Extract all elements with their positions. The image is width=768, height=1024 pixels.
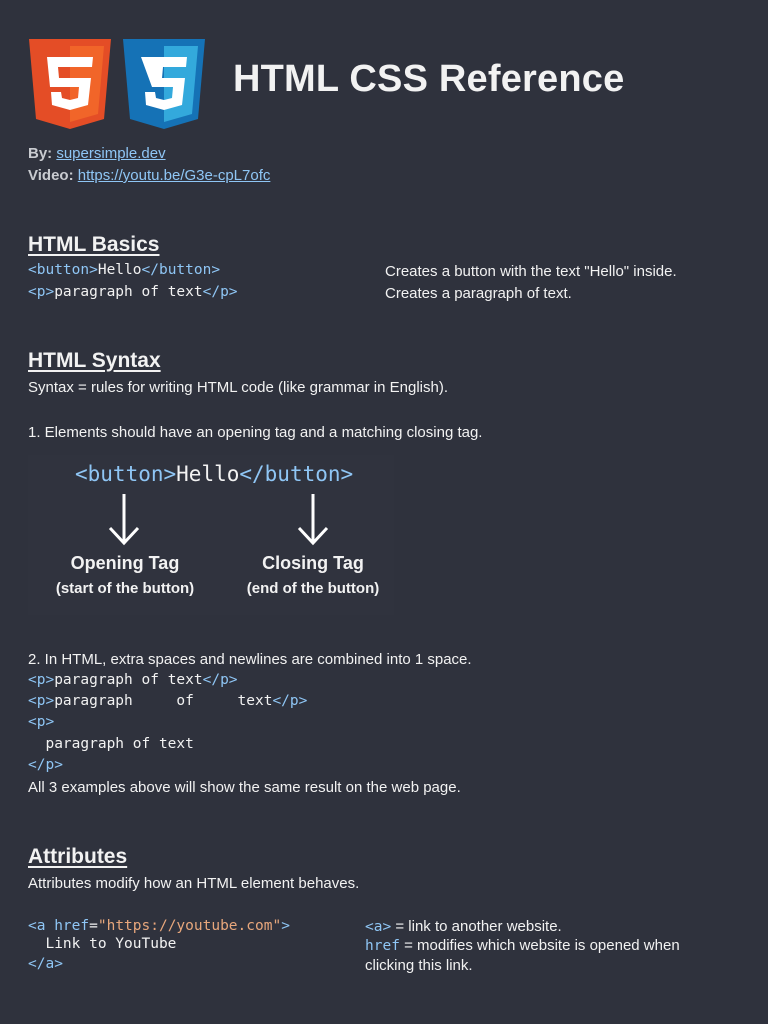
attributes-desc-cont: clicking this link. [365,957,473,974]
basics-desc-paragraph: Creates a paragraph of text. [385,285,572,302]
whitespace-example-3-close: </p> [28,757,63,773]
whitespace-example-3-text: paragraph of text [28,736,194,752]
video-label: Video: [28,167,74,184]
opening-tag-label [44,553,206,597]
css3-logo-icon [123,39,205,129]
attributes-code-text: Link to YouTube [28,936,177,952]
closing-tag-label [236,553,390,597]
syntax-rule-2: 2. In HTML, extra spaces and newlines are combined into 1 space. [28,651,472,668]
author-link[interactable]: supersimple.dev [56,145,166,162]
opening-tag-subtitle: (start of the button) [55,580,195,597]
code-text: paragraph of text [54,284,203,300]
code-text: paragraph of text [54,672,203,688]
syntax-rule-1: 1. Elements should have an opening tag and a matching closing tag. [28,424,483,441]
diagram-open-tag: <button> [75,462,177,486]
desc-code-href: href [365,938,400,954]
basics-code-paragraph [28,284,238,300]
page-title: HTML CSS Reference [233,58,625,100]
arrow-down-icon [107,492,141,548]
syntax-intro: Syntax = rules for writing HTML code (like grammar in English). [28,379,448,396]
attributes-desc-a [365,918,562,935]
code-open-tag-end: > [281,918,290,934]
code-text: Hello [97,262,142,278]
code-open-tag-start: <a [28,918,55,934]
basics-code-button [28,262,220,278]
closing-tag-title: Closing Tag [262,553,364,573]
code-open-tag: <p> [28,284,55,300]
section-heading-html-basics: HTML Basics [28,233,160,256]
attributes-code-open [28,918,290,934]
code-attr-value: "https://youtube.com" [97,918,282,934]
diagram-close-tag: </button> [239,462,354,486]
attributes-intro: Attributes modify how an HTML element behaves. [28,875,360,892]
attributes-code-close: </a> [28,956,63,972]
code-close-tag: </p> [202,672,238,688]
section-heading-html-syntax: HTML Syntax [28,349,161,372]
desc-text-href: = modifies which website is opened when [399,937,680,954]
code-open-tag: <p> [28,693,55,709]
code-attr-name: href [54,918,90,934]
by-label: By: [28,145,53,162]
opening-tag-title: Opening Tag [70,553,180,573]
author-line [28,145,166,162]
code-close-tag: </p> [272,693,308,709]
whitespace-example-2 [28,693,307,709]
code-open-tag: <p> [28,672,55,688]
video-link[interactable]: https://youtu.be/G3e-cpL7ofc [77,167,271,184]
code-equals: = [89,918,98,934]
code-close-tag: </p> [202,284,238,300]
diagram-text: Hello [176,462,240,486]
attributes-desc-href [365,937,680,954]
whitespace-example-1 [28,672,238,688]
closing-tag-subtitle: (end of the button) [246,580,380,597]
code-open-tag: <button> [28,262,98,278]
desc-code-a: <a> [365,919,392,935]
code-text: paragraph of text [54,693,273,709]
html5-logo-icon [29,39,111,129]
diagram-code [75,462,353,486]
code-close-tag: </button> [141,262,221,278]
video-line [28,167,270,184]
arrow-down-icon [296,492,330,548]
desc-text-a: = link to another website. [391,918,562,935]
syntax-conclusion: All 3 examples above will show the same result on the web page. [28,779,461,796]
basics-desc-button: Creates a button with the text "Hello" inside. [385,263,677,280]
whitespace-example-3-open: <p> [28,714,55,730]
section-heading-attributes: Attributes [28,845,128,868]
